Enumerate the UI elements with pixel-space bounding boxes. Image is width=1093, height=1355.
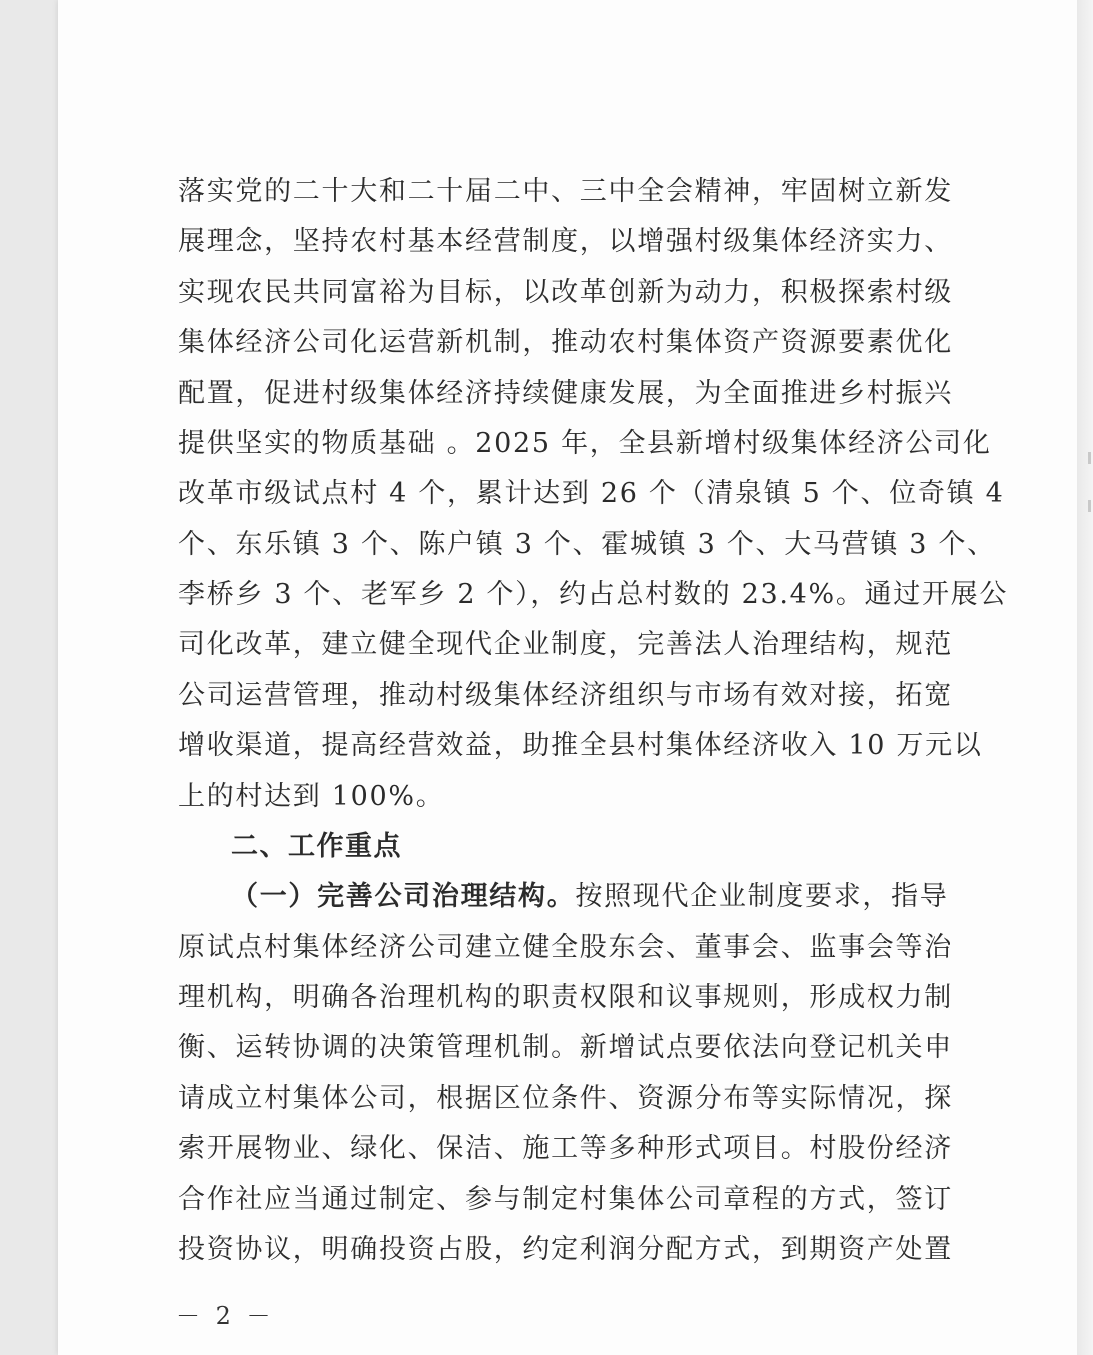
text-line: 落实党的二十大和二十届二中、三中全会精神，牢固树立新发 [178,176,953,207]
section-heading: 二、工作重点 [231,831,402,862]
viewer-edge [1077,0,1093,1355]
text-line: 上的村达到 100%。 [178,781,445,812]
text-line: 李桥乡 3 个、老军乡 2 个），约占总村数的 23.4%。通过开展公 [178,579,1009,610]
text-line: 合作社应当通过制定、参与制定村集体公司章程的方式，签订 [178,1184,953,1215]
text-line: 请成立村集体公司，根据区位条件、资源分布等实际情况，探 [178,1083,953,1114]
text-line: 原试点村集体经济公司建立健全股东会、董事会、监事会等治 [178,932,953,963]
document-page [58,0,1078,1355]
text-line: 索开展物业、绿化、保洁、施工等多种形式项目。村股份经济 [178,1133,953,1164]
text-line: 提供坚实的物质基础 。2025 年，全县新增村级集体经济公司化 [178,428,992,459]
subsection-line [231,880,949,914]
text-line: 实现农民共同富裕为目标，以改革创新为动力，积极探索村级 [178,277,953,308]
text-line: 衡、运转协调的决策管理机制。新增试点要依法向登记机关申 [178,1032,953,1063]
text-line: 展理念，坚持农村基本经营制度，以增强村级集体经济实力、 [178,226,953,257]
scan-mark [1088,500,1091,512]
text-line: 投资协议，明确投资占股，约定利润分配方式，到期资产处置 [178,1234,953,1265]
text-line: 配置，促进村级集体经济持续健康发展，为全面推进乡村振兴 [178,378,953,409]
text-line: 司化改革，建立健全现代企业制度，完善法人治理结构，规范 [178,629,953,660]
text-line: 公司运营管理，推动村级集体经济组织与市场有效对接，拓宽 [178,680,953,711]
text-line: 改革市级试点村 4 个，累计达到 26 个（清泉镇 5 个、位奇镇 4 [178,478,1005,509]
page-number: － 2 － [176,1302,275,1330]
scan-mark [1088,452,1091,464]
text-line: 集体经济公司化运营新机制，推动农村集体资产资源要素优化 [178,327,953,358]
text-line: 个、东乐镇 3 个、陈户镇 3 个、霍城镇 3 个、大马营镇 3 个、 [178,529,996,560]
text-line: 增收渠道，提高经营效益，助推全县村集体经济收入 10 万元以 [178,730,983,761]
text-line: 理机构，明确各治理机构的职责权限和议事规则，形成权力制 [178,982,953,1013]
subsection-heading: （一）完善公司治理结构。 [231,881,576,912]
subsection-text: 按照现代企业制度要求，指导 [575,881,949,912]
